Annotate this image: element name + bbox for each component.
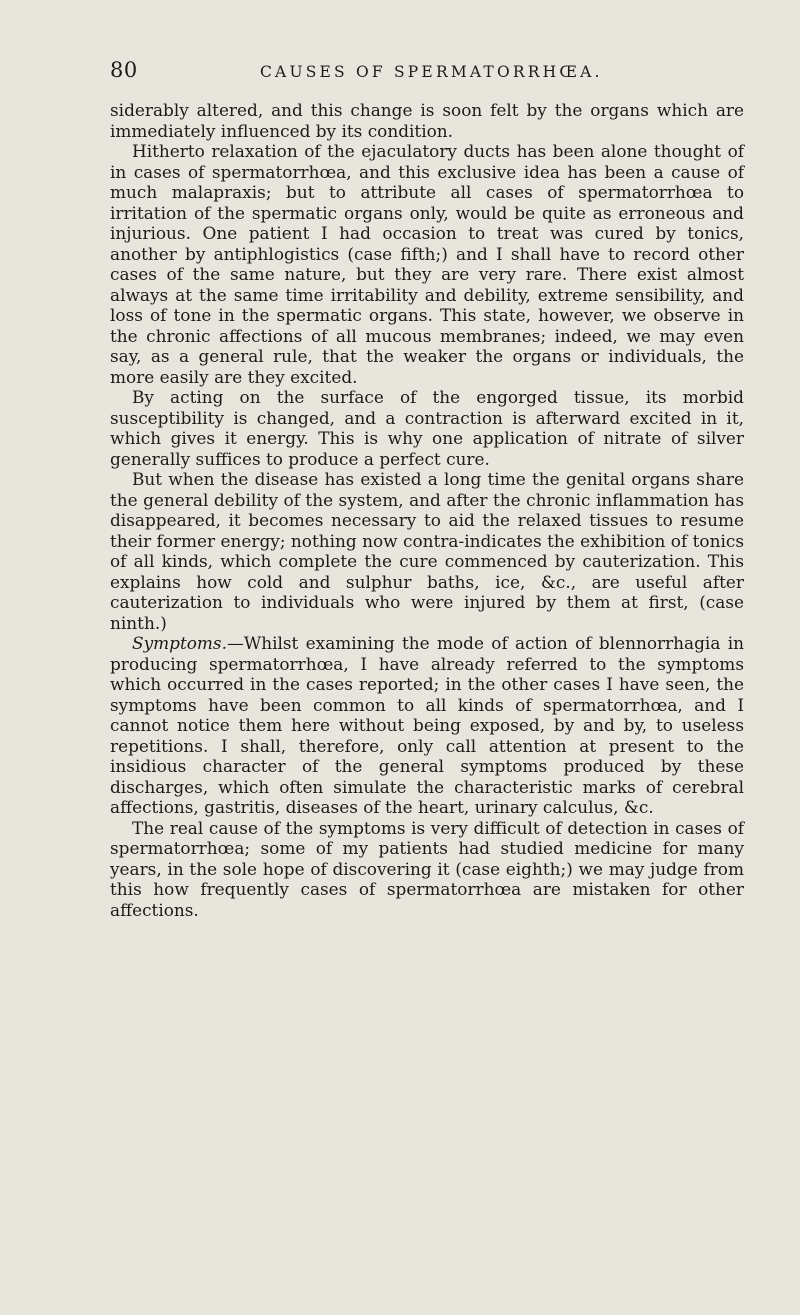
paragraph-text: Hitherto relaxation of the ejaculatory ducts has been alone thought of in cases of spermatorrhœa, and this exclusive idea has been a cause of much malapraxis; but to attribute all cases of spermatorrhœa to irritation of the spermatic organs only, would be quite as erroneous and injurious. One patient I had occasion to treat was cured by tonics, another by antiphlogistics (case fifth;) and I shall have to record other cases of the same nature, but they are very rare. There exist almost always at the same time irritability and debility, extreme sensibility, and loss of tone in the spermatic organs. This state, however, we observe in the chronic affections of all mucous membranes; indeed, we may even say, as a general rule, that the weaker the organs or individuals, the more easily are they excited.	[110, 141, 744, 387]
paragraph	[110, 818, 744, 921]
paragraph	[110, 633, 744, 818]
paragraph-text: —Whilst examining the mode of action of blennorrhagia in producing spermatorrhœa, I have already referred to the symptoms which occurred in the cases reported; in the other cases I have seen, the symptoms have been common to all kinds of spermatorrhœa, and I cannot notice them here without being exposed, by and by, to useless repetitions. I shall, therefore, only call attention at present to the insidious character of the general symptoms produced by these discharges, which often simulate the characteristic marks of cerebral affections, gastritis, diseases of the heart, urinary calculus, &c.	[110, 633, 744, 817]
paragraph	[110, 469, 744, 633]
running-head: CAUSES OF SPERMATORRHŒA.	[260, 63, 603, 81]
body-text	[110, 100, 744, 920]
paragraph-text: siderably altered, and this change is soon felt by the organs which are immediately influenced by its condition.	[110, 100, 744, 141]
paragraph	[110, 387, 744, 469]
section-heading: Symptoms.	[132, 633, 227, 653]
page-header	[110, 58, 740, 88]
page-number: 80	[110, 58, 138, 82]
paragraph-text: By acting on the surface of the engorged tissue, its morbid susceptibility is changed, and a contraction is afterward excited in it, which gives it energy. This is why one application of nitrate of silver generally suffices to produce a perfect cure.	[110, 387, 744, 469]
paragraph	[110, 141, 744, 387]
paragraph-text: But when the disease has existed a long time the genital organs share the general debility of the system, and after the chronic inflammation has disappeared, it becomes necessary to aid the relaxed tissues to resume their former energy; nothing now contra-indicates the exhibition of tonics of all kinds, which complete the cure commenced by cauterization. This explains how cold and sulphur baths, ice, &c., are useful after cauterization to individuals who were injured by them at first, (case ninth.)	[110, 469, 744, 633]
paragraph-text: The real cause of the symptoms is very difficult of detection in cases of spermatorrhœa; some of my patients had studied medicine for many years, in the sole hope of discovering it (case eighth;) we may judge from this how frequently cases of spermatorrhœa are mistaken for other affections.	[110, 817, 744, 920]
paragraph	[110, 100, 744, 141]
